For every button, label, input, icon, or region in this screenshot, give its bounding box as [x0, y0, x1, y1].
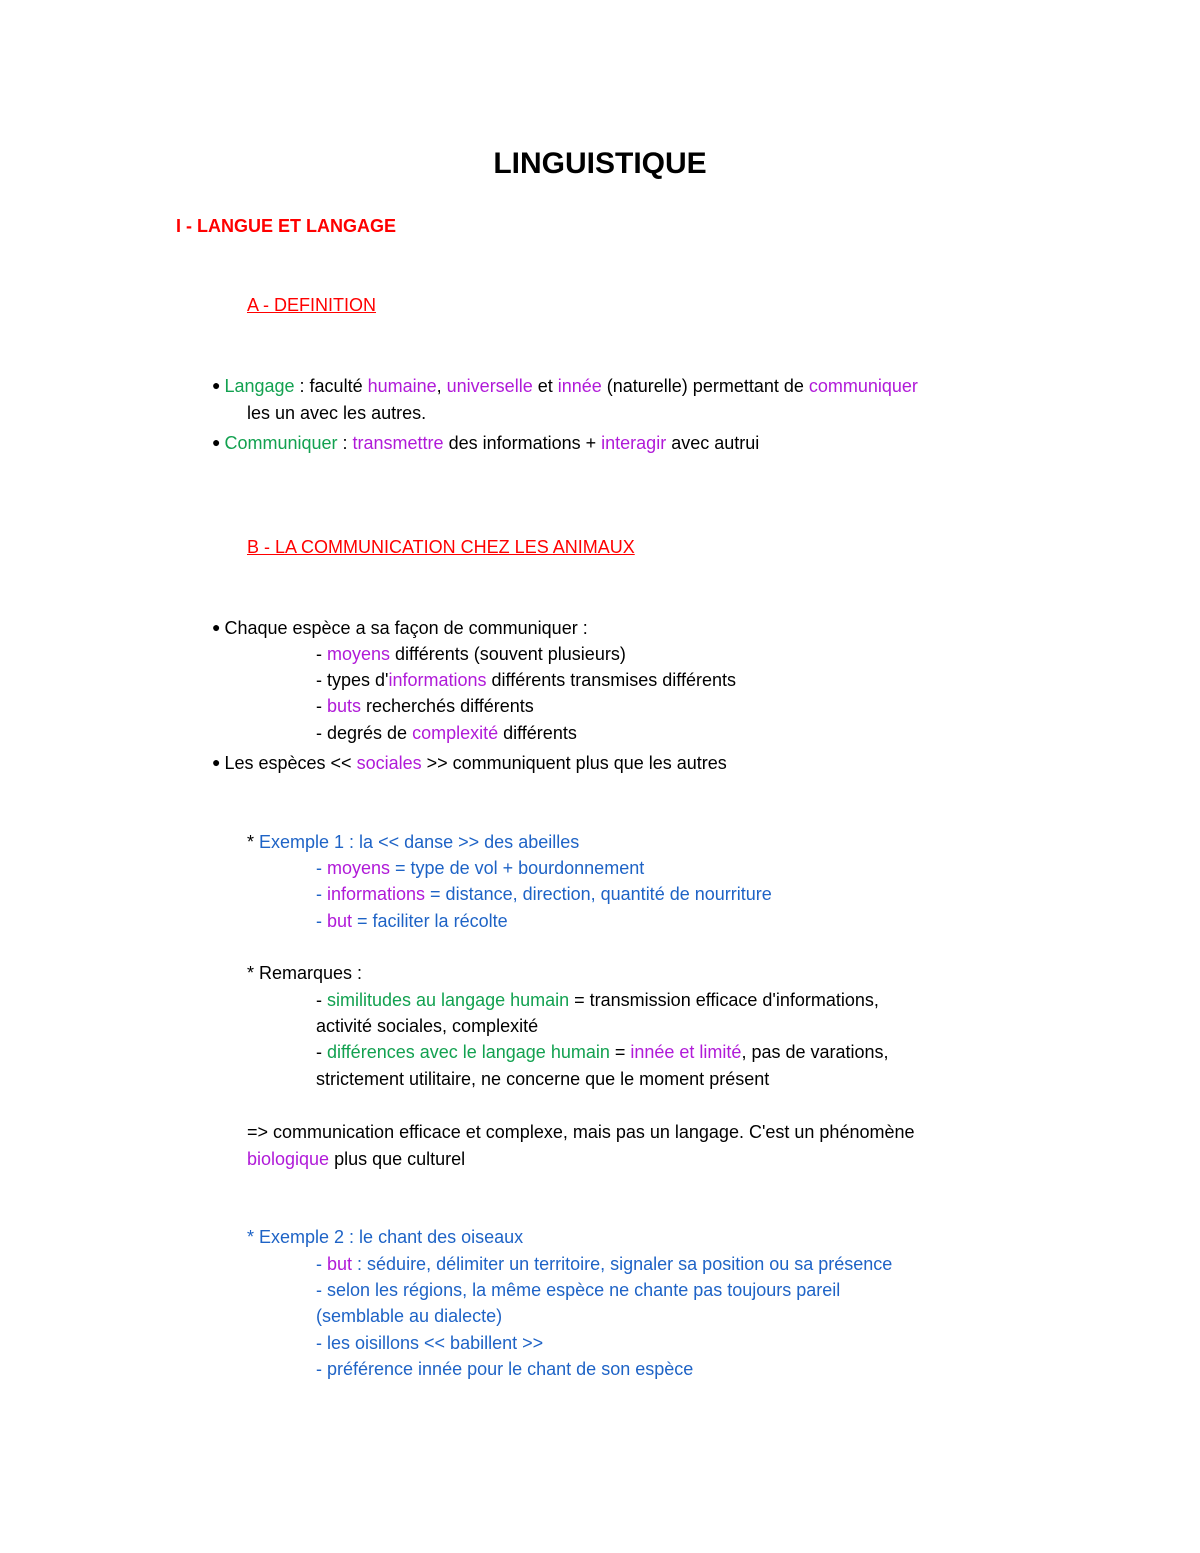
list-item: - les oisillons << babillent >>	[316, 1333, 544, 1353]
list-item: - buts recherchés différents	[316, 696, 534, 716]
conclusion-line-2: biologique plus que culturel	[247, 1149, 466, 1169]
page-title: LINGUISTIQUE	[493, 147, 707, 180]
list-item: - degrés de complexité différents	[316, 723, 577, 743]
bullet-chaque-espece: ● Chaque espèce a sa façon de communiquer :	[212, 618, 588, 638]
definition-langage: ● Langage : faculté humaine, universelle et innée (naturelle) permettant de communiquer	[212, 376, 918, 396]
list-item: - préférence innée pour le chant de son espèce	[316, 1359, 694, 1379]
list-item: - but = faciliter la récolte	[316, 911, 508, 931]
subsection-heading-a: A - DEFINITION	[247, 295, 377, 315]
remarque-similitudes-continuation: activité sociales, complexité	[316, 1016, 539, 1036]
bullet-icon: ●	[212, 619, 221, 635]
list-item: - types d'informations différents transmises différents	[316, 670, 736, 690]
list-item: - moyens = type de vol + bourdonnement	[316, 858, 645, 878]
list-item-continuation: (semblable au dialecte)	[316, 1306, 503, 1326]
list-item: - selon les régions, la même espèce ne chante pas toujours pareil	[316, 1280, 841, 1300]
remarques-heading: * Remarques :	[247, 963, 363, 983]
bullet-icon: ●	[212, 434, 221, 450]
bullet-especes-sociales: ● Les espèces << sociales >> communiquent plus que les autres	[212, 753, 727, 773]
bullet-icon: ●	[212, 377, 221, 393]
remarque-differences: - différences avec le langage humain = innée et limité, pas de varations,	[316, 1042, 889, 1062]
definition-communiquer: ● Communiquer : transmettre des informations + interagir avec autrui	[212, 433, 760, 453]
definition-langage-continuation: les un avec les autres.	[247, 403, 427, 423]
list-item: - moyens différents (souvent plusieurs)	[316, 644, 626, 664]
subsection-heading-b: B - LA COMMUNICATION CHEZ LES ANIMAUX	[247, 537, 635, 557]
remarque-similitudes: - similitudes au langage humain = transmission efficace d'informations,	[316, 990, 879, 1010]
remarque-differences-continuation: strictement utilitaire, ne concerne que le moment présent	[316, 1069, 770, 1089]
bullet-icon: ●	[212, 754, 221, 770]
example-1-heading: * Exemple 1 : la << danse >> des abeilles	[247, 832, 580, 852]
list-item: - informations = distance, direction, quantité de nourriture	[316, 884, 772, 904]
example-2-heading: * Exemple 2 : le chant des oiseaux	[247, 1227, 524, 1247]
section-heading: I - LANGUE ET LANGAGE	[176, 216, 396, 236]
list-item: - but : séduire, délimiter un territoire, signaler sa position ou sa présence	[316, 1254, 893, 1274]
conclusion-line-1: => communication efficace et complexe, mais pas un langage. C'est un phénomène	[247, 1122, 915, 1142]
